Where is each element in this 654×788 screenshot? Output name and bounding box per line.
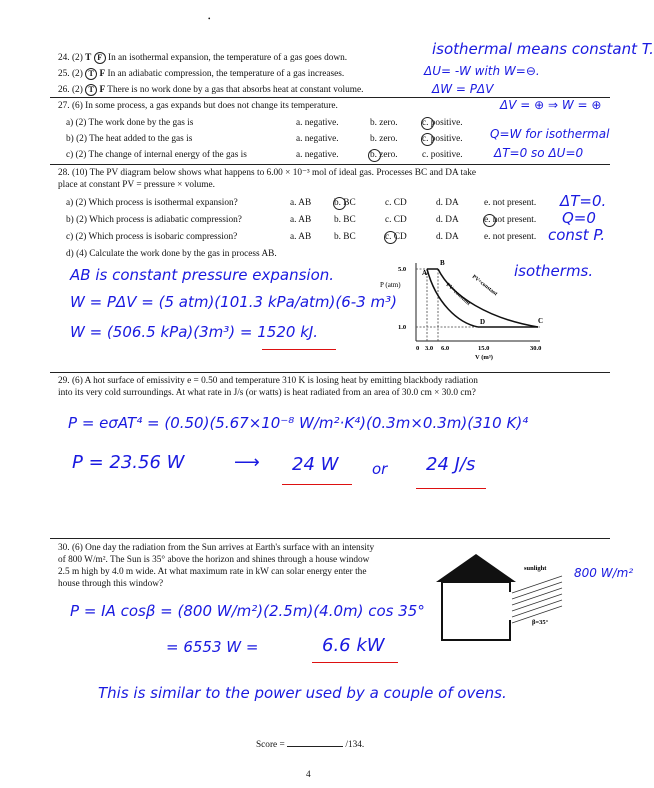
underline-answer [262,349,336,350]
q26-false[interactable]: F [99,85,106,95]
house-walls [442,582,510,640]
q28a-label: a) (2) Which process is isothermal expansion? [66,198,238,208]
underline-answer [416,488,486,489]
pv-point-b: B [440,259,445,267]
q27b-choice-b[interactable]: b. zero. [370,134,398,144]
q24-true[interactable]: T [85,53,92,63]
hw-q30-remark: This is similar to the power used by a couple of ovens. [98,684,507,702]
hw-work-line1: W = PΔV = (5 atm)(101.3 kPa/atm)(6-3 m³) [70,293,397,311]
underline-answer [312,662,398,663]
sunlight-rays [512,576,562,623]
q27c-circle-mark [368,149,381,162]
note-q25: ΔU= -W with W=⊖. [424,64,540,78]
q27a-label: a) (2) The work done by the gas is [66,118,194,128]
note-isotherms: isotherms. [514,262,594,280]
q28b-label: b) (2) Which process is adiabatic compression? [66,215,242,225]
score-total: /134. [345,740,365,750]
q27a-circle-mark [421,117,434,130]
q24 [58,52,347,64]
q27b-label: b) (2) The heat added to the gas is [66,134,193,144]
q28d-label: d) (4) Calculate the work done by the gas in process AB. [66,249,277,259]
underline-answer [282,484,352,485]
q27b-choice-a[interactable]: a. negative. [296,134,339,144]
hw-work-line2: W = (506.5 kPa)(3m³) = 1520 kJ. [70,323,319,341]
score-blank[interactable] [287,746,343,747]
q28c-label: c) (2) Which process is isobaric compression? [66,232,238,242]
pv-ytick-5: 5.0 [398,266,407,273]
q28c-choice-b[interactable]: b. BC [334,232,356,242]
q28b-choice-c[interactable]: c. CD [385,215,407,225]
q28b-choice-b[interactable]: b. BC [334,215,356,225]
q30-line-1: 30. (6) One day the radiation from the Sun arrives at Earth's surface with an intensity [58,543,375,553]
hw-q30-formula: P = IA cosβ = (800 W/m²)(2.5m)(4.0m) cos 35° [70,602,425,620]
q27b-choice-c-circled[interactable]: c. positive. [422,134,463,144]
divider [50,538,610,539]
q27c-choice-a[interactable]: a. negative. [296,150,339,160]
q28a-circle-mark [333,197,346,210]
q27c-choice-c[interactable]: c. positive. [422,150,463,160]
pv-ylabel: P (atm) [380,281,401,289]
pv-label-bottom: PV=constant [444,282,472,307]
note-q27c: ΔT=0 so ΔU=0 [494,146,584,160]
q24-text: In an isothermal expansion, the temperature of a gas goes down. [107,53,348,63]
hw-sun-intensity: 800 W/m² [574,566,634,580]
note-q28c: const P. [548,226,606,244]
pv-xtick-15: 15.0 [478,345,490,352]
q28-stem-1: 28. (10) The PV diagram below shows what happens to 6.00 × 10⁻³ mol of ideal gas. Processes BC and DA take [58,168,476,178]
hw-q29-result: P = 23.56 W [72,452,185,473]
pv-point-d: D [480,318,486,326]
hw-q29-formula: P = eσAT⁴ = (0.50)(5.67×10⁻⁸ W/m²·K⁴)(0.3m×0.3m)(310 K)⁴ [68,414,529,432]
q28a-choice-d[interactable]: d. DA [436,198,459,208]
q28b-choice-e-circled[interactable]: e. not present. [484,215,537,225]
hw-q29-answer: 24 W [292,454,339,475]
q28c-choice-c-circled[interactable]: c. CD [385,232,407,242]
q27a-choice-c-circled[interactable]: c. positive. [422,118,463,128]
note-q28b: Q=0 [562,209,596,227]
hw-q29-arrow: ⟶ [234,452,260,473]
note-q27-stem: ΔV = ⊕ ⇒ W = ⊕ [500,98,602,112]
q28c-choice-e[interactable]: e. not present. [484,232,537,242]
q30-line-3: 2.5 m high by 4.0 m wide. At what maximum rate in kW can solar energy enter the [58,567,367,577]
note-q28a: ΔT=0. [560,192,607,210]
q29-line-1: 29. (6) A hot surface of emissivity e = 0.50 and temperature 310 K is losing heat by emitting blackbody radiation [58,376,478,386]
q28a-choice-a[interactable]: a. AB [290,198,312,208]
q28a-choice-b-circled[interactable]: b. BC [334,198,356,208]
q25-number: 25. (2) [58,69,83,79]
q25 [58,68,344,80]
pv-ytick-1: 1.0 [398,324,407,331]
q27-stem: 27. (6) In some process, a gas expands but does not change its temperature. [58,101,338,111]
divider [50,164,610,165]
q27c-label: c) (2) The change of internal energy of the gas is [66,150,247,160]
hw-q30-answer: 6.6 kW [322,635,385,656]
q28a-choice-c[interactable]: c. CD [385,198,407,208]
note-q24: isothermal means constant T. [432,40,654,58]
q24-false-circled[interactable]: F [94,52,106,64]
q26-text: There is no work done by a gas that absorbs heat at constant volume. [107,85,364,95]
beta-label: β=35° [532,619,549,626]
q28c-choice-a[interactable]: a. AB [290,232,312,242]
q28b-choice-d[interactable]: d. DA [436,215,459,225]
hw-ab-process: AB is constant pressure expansion. [70,266,335,284]
note-q26: ΔW = PΔV [432,82,494,96]
hw-q29-answer-alt: 24 J/s [426,454,476,475]
q28a-choice-e[interactable]: e. not present. [484,198,537,208]
q28-stem-2: place at constant PV = pressure × volume. [58,180,215,190]
q30-line-2: of 800 W/m². The Sun is 35° above the horizon and shines through a house window [58,555,370,565]
pv-label-top: PV=constant [470,273,499,298]
stray-dot: • [208,15,211,23]
house-diagram [432,548,572,643]
hw-q29-or: or [372,460,388,478]
q28b-circle-mark [483,214,496,227]
pv-xlabel: V (m³) [475,354,493,361]
hw-q30-result: = 6553 W = [166,638,259,656]
q30-line-4: house through this window? [58,579,164,589]
sunlight-label: sunlight [524,565,547,572]
q27b-circle-mark [421,133,434,146]
q25-true-circled[interactable]: T [85,68,97,80]
q26 [58,84,363,96]
page-number: 4 [306,770,311,780]
q25-false[interactable]: F [99,69,106,79]
score [256,740,364,751]
q27c-choice-b-circled[interactable]: b. zero. [370,150,398,160]
q26-number: 26. (2) [58,85,83,95]
q26-true-circled[interactable]: T [85,84,97,96]
pv-point-a: A [422,269,428,277]
q28b-choice-a[interactable]: a. AB [290,215,312,225]
pv-xtick-6: 6.0 [441,345,450,352]
pv-xtick-30: 30.0 [530,345,542,352]
q29-line-2: into its very cold surroundings. At what rate in J/s (or watts) is heat radiated from an area of 30.0 cm × 30.0 cm? [58,388,476,398]
q27a-choice-a[interactable]: a. negative. [296,118,339,128]
note-q27b: Q=W for isothermal [490,127,610,141]
pv-xtick-3: 3.0 [425,345,434,352]
q28c-choice-d[interactable]: d. DA [436,232,459,242]
q27a-choice-b[interactable]: b. zero. [370,118,398,128]
house-roof [436,554,516,582]
divider [50,372,610,373]
pv-point-c: C [538,317,544,325]
score-label: Score = [256,740,285,750]
q28c-circle-mark [384,231,397,244]
pv-xtick-0: 0 [416,345,420,352]
q25-text: In an adiabatic compression, the temperature of a gas increases. [107,69,345,79]
q24-number: 24. (2) [58,53,83,63]
